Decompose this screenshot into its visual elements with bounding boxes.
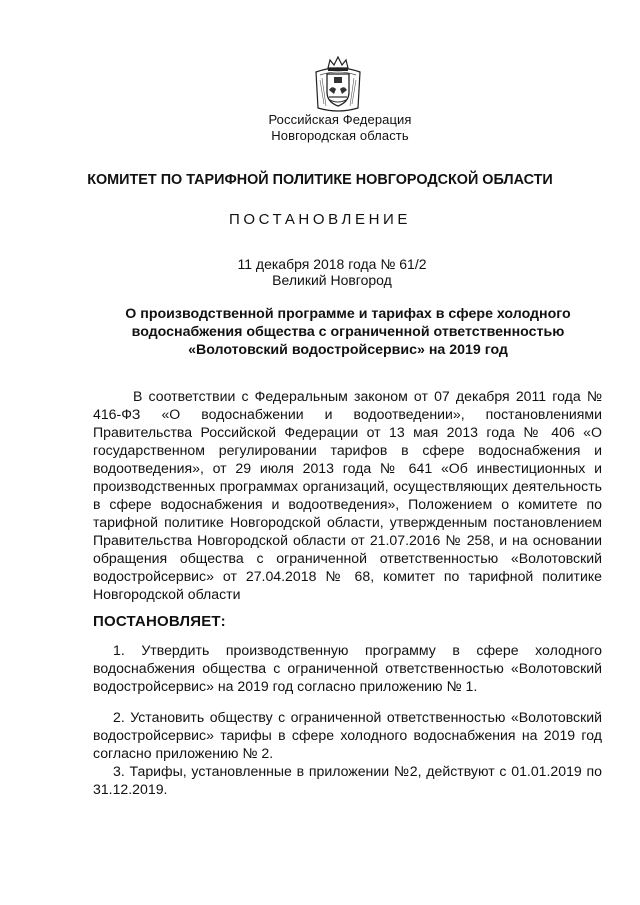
resolve-heading: ПОСТАНОВЛЯЕТ: — [93, 613, 226, 630]
coat-of-arms-icon — [312, 54, 364, 114]
document-date-number: 11 декабря 2018 года № 61/2 — [237, 256, 427, 272]
preamble-paragraph: В соответствии с Федеральным законом от 07 декабря 2011 года № 416-ФЗ «О водоснабжении и водоотведении», постановлениями Правительства Российской Федерации от 13 мая 2013 года № 406 «О государственном регулировании тарифов в сфере водоснабжения и водоотведения», от 29 июля 2013 года № 641 «Об инвестиционных и производственных программах организаций, осуществляющих деятельность в сфере водоснабжения и водоотведения», Положением о комитете по тарифной политике Новгородской области, утвержденным постановлением Правительства Новгородской области от 21.07.2016 № 258, и на основании обращения общества с ограниченной ответственностью «Волотовский водостройсервис» от 27.04.2018 № 68, комитет по тарифной политике Новгородской области — [93, 388, 602, 602]
region-name: Новгородская область — [271, 128, 409, 143]
document-type: ПОСТАНОВЛЕНИЕ — [228, 211, 412, 228]
resolution-item: 2. Установить обществу с ограниченной ответственностью «Волотовский водостройсервис» тарифы в сфере холодного водоснабжения на 2019 год согласно приложению № 2. — [93, 709, 602, 761]
country-name: Российская Федерация — [268, 112, 412, 127]
document-subject: О производственной программе и тарифах в сфере холодного водоснабжения общества с ограниченной ответственностью «Волотовский водостройсервис» на 2019 год — [125, 306, 571, 358]
resolution-item: 1. Утвердить производственную программу в сфере холодного водоснабжения общества с ограниченной ответственностью «Волотовский водостройсервис» на 2019 год согласно приложению № 1. — [93, 642, 602, 694]
resolution-item: 3. Тарифы, установленные в приложении №2, действуют с 01.01.2019 по 31.12.2019. — [93, 763, 602, 797]
document-city: Великий Новгород — [272, 272, 392, 288]
committee-title: КОМИТЕТ ПО ТАРИФНОЙ ПОЛИТИКЕ НОВГОРОДСКОЙ ОБЛАСТИ — [87, 172, 553, 188]
